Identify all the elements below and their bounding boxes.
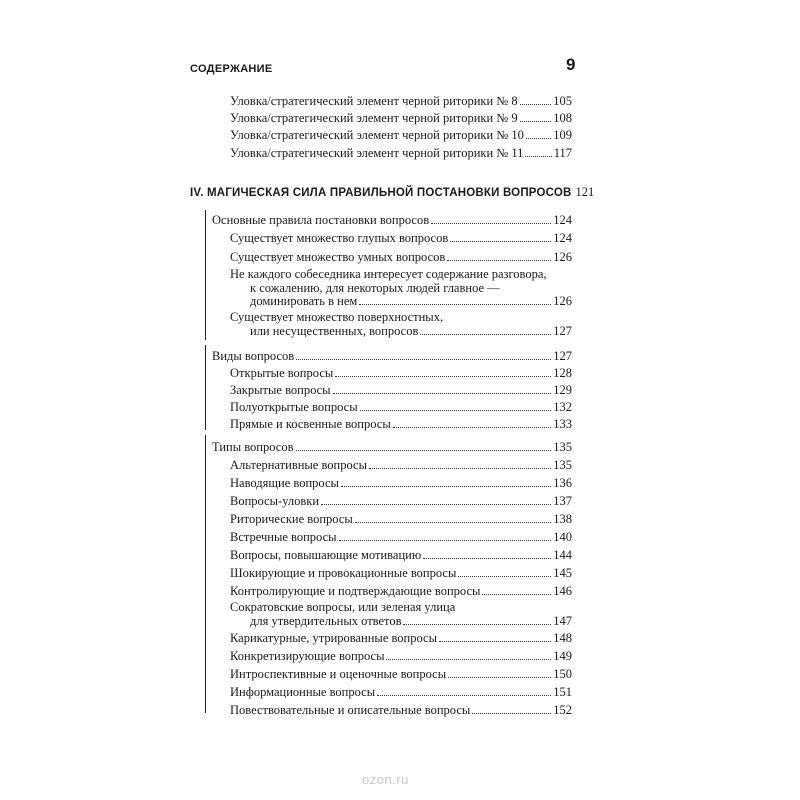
toc-section: Виды вопросов 127 (212, 349, 572, 363)
toc-entry: доминировать в нем 126 (250, 294, 572, 308)
toc-entry: Повествовательные и описательные вопросы 152 (230, 703, 572, 717)
section-rule (205, 435, 206, 713)
toc-entry: Контролирующие и подтверждающие вопросы 146 (230, 584, 572, 598)
toc-entry: Информационные вопросы 151 (230, 685, 572, 699)
toc-entry: Уловка/стратегический элемент черной риторики № 11 117 (230, 146, 572, 160)
running-header-title: СОДЕРЖАНИЕ (190, 63, 273, 75)
toc-entry: Шокирующие и провокационные вопросы 145 (230, 566, 572, 580)
chapter-heading: IV. МАГИЧЕСКАЯ СИЛА ПРАВИЛЬНОЙ ПОСТАНОВКИ ВОПРОСОВ 121 (190, 185, 595, 199)
toc-entry: Прямые и косвенные вопросы 133 (230, 417, 572, 431)
toc-entry: Встречные вопросы 140 (230, 530, 572, 544)
toc-entry: Существует множество умных вопросов 126 (230, 250, 572, 264)
toc-entry: Вопросы, повышающие мотивацию 144 (230, 548, 572, 562)
toc-entry: Полуоткрытые вопросы 132 (230, 400, 572, 414)
toc-entry: Вопросы-уловки 137 (230, 494, 572, 508)
toc-entry: Альтернативные вопросы 135 (230, 458, 572, 472)
section-rule (205, 210, 206, 340)
toc-entry: Уловка/стратегический элемент черной риторики № 10 109 (230, 128, 572, 142)
toc-entry-line: Сократовские вопросы, или зеленая улица (230, 600, 456, 614)
toc-entry: или несущественных, вопросов 127 (250, 324, 572, 338)
toc-entry: Наводящие вопросы 136 (230, 476, 572, 490)
page-number: 9 (566, 55, 576, 74)
watermark: ozon.ru (362, 772, 409, 787)
toc-entry: Интроспективные и оценочные вопросы 150 (230, 667, 572, 681)
toc-entry: Открытые вопросы 128 (230, 366, 572, 380)
section-rule (205, 345, 206, 430)
toc-entry-line: Не каждого собеседника интересует содержание разговора, (230, 267, 547, 281)
toc-entry-line: к сожалению, для некоторых людей главное — (250, 281, 500, 295)
toc-entry: Существует множество глупых вопросов 124 (230, 231, 572, 245)
toc-entry: Закрытые вопросы 129 (230, 383, 572, 397)
toc-section: Основные правила постановки вопросов 124 (212, 213, 572, 227)
toc-entry: Уловка/стратегический элемент черной риторики № 8 105 (230, 94, 572, 108)
toc-entry: Уловка/стратегический элемент черной риторики № 9 108 (230, 111, 572, 125)
toc-section: Типы вопросов 135 (212, 440, 572, 454)
toc-entry: для утвердительных ответов 147 (250, 614, 572, 628)
toc-entry: Риторические вопросы 138 (230, 512, 572, 526)
toc-entry: Конкретизирующие вопросы 149 (230, 649, 572, 663)
toc-entry-line: Существует множество поверхностных, (230, 310, 444, 324)
toc-entry: Карикатурные, утрированные вопросы 148 (230, 631, 572, 645)
